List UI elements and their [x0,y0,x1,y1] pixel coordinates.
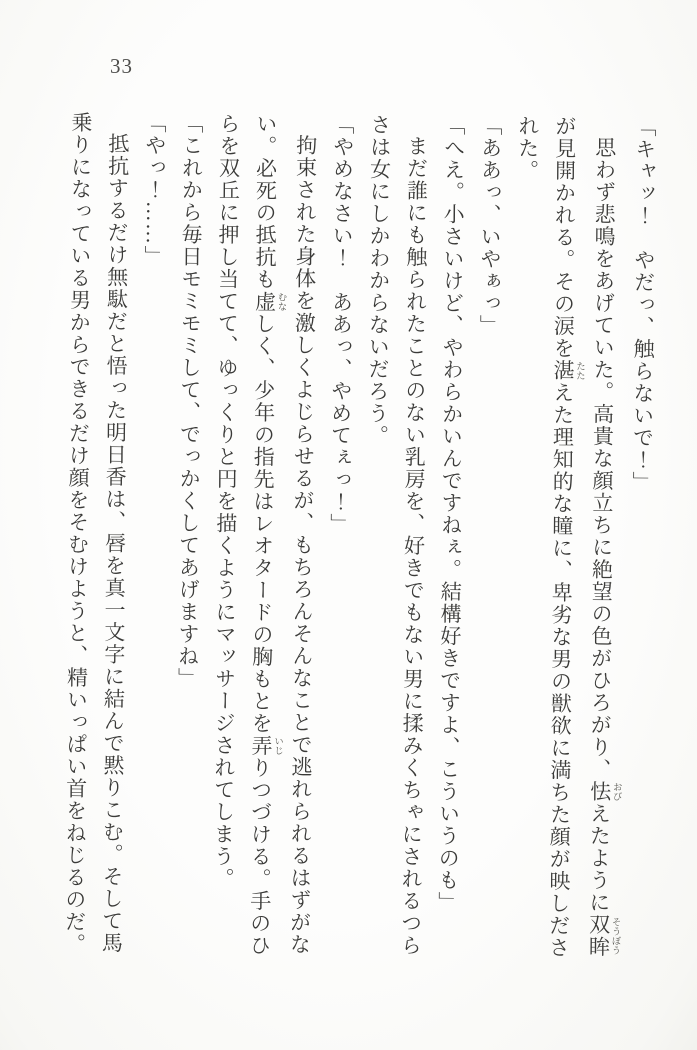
text-block [55,111,663,964]
text-line: れた。 [515,114,541,182]
text-line: 「やっ！……」 [141,111,168,268]
text-line: 「ああっ、いやぁっ」 [477,114,504,337]
furigana-annotation: 虚むな [252,290,286,313]
text-line: 抵抗するだけ無駄だと悟った明日香は、唇を真一文字に結んで黙りこむ。そして馬 [99,132,130,955]
page-number: 33 [110,54,133,78]
text-line: 「へえ。小さいけど、やわらかいんですねぇ。結構好きですよ、こういうのも」 [435,114,467,914]
text-line: い。必死の抵抗も虚むなしく、少年の指先はレオタードの胸もとを弄いじりつづける。手のひ [247,112,286,957]
furigana-annotation: 湛たた [550,359,585,382]
text-line: 乗りになっている男からできるだけ顔をそむけようと、精いっぱい首をねじるのだ。 [62,111,94,956]
text-line: らを双丘に押し当てて、ゆっくりと円を描くようにマッサージされてしまう。 [210,112,242,890]
text-line: 「キャッ！ やだっ、触らないで！」 [630,115,658,494]
text-line: 思わず悲鳴をあげていた。高貴な顔立ちに絶望の色がひろがり、怯おびえたように双眸そうぼう [586,136,621,959]
text-line: 「やめなさい！ ああっ、やめてぇっ！」 [327,113,356,536]
text-line: さは女にしかわからないだろう。 [365,113,393,447]
furigana-annotation: 双眸そうぼう [586,913,620,959]
text-line: 拘束された身体を激しくよじらせるが、もちろんそんなことで逃れられるはずがな [287,134,318,956]
furigana-annotation: 弄いじ [248,734,283,757]
text-line: 「これから毎日モミモミして、でっかくしてあげますね」 [175,112,205,690]
furigana-annotation: 怯おび [587,780,621,803]
text-line: が見開かれる。その涙を湛たたえた理知的な瞳に、卑劣な男の獣欲に満ちた顔が映しださ [546,115,585,959]
text-line: まだ誰にも触られたことのない乳房を、好きでもない男に揉みくちゃにされるつら [398,134,429,957]
